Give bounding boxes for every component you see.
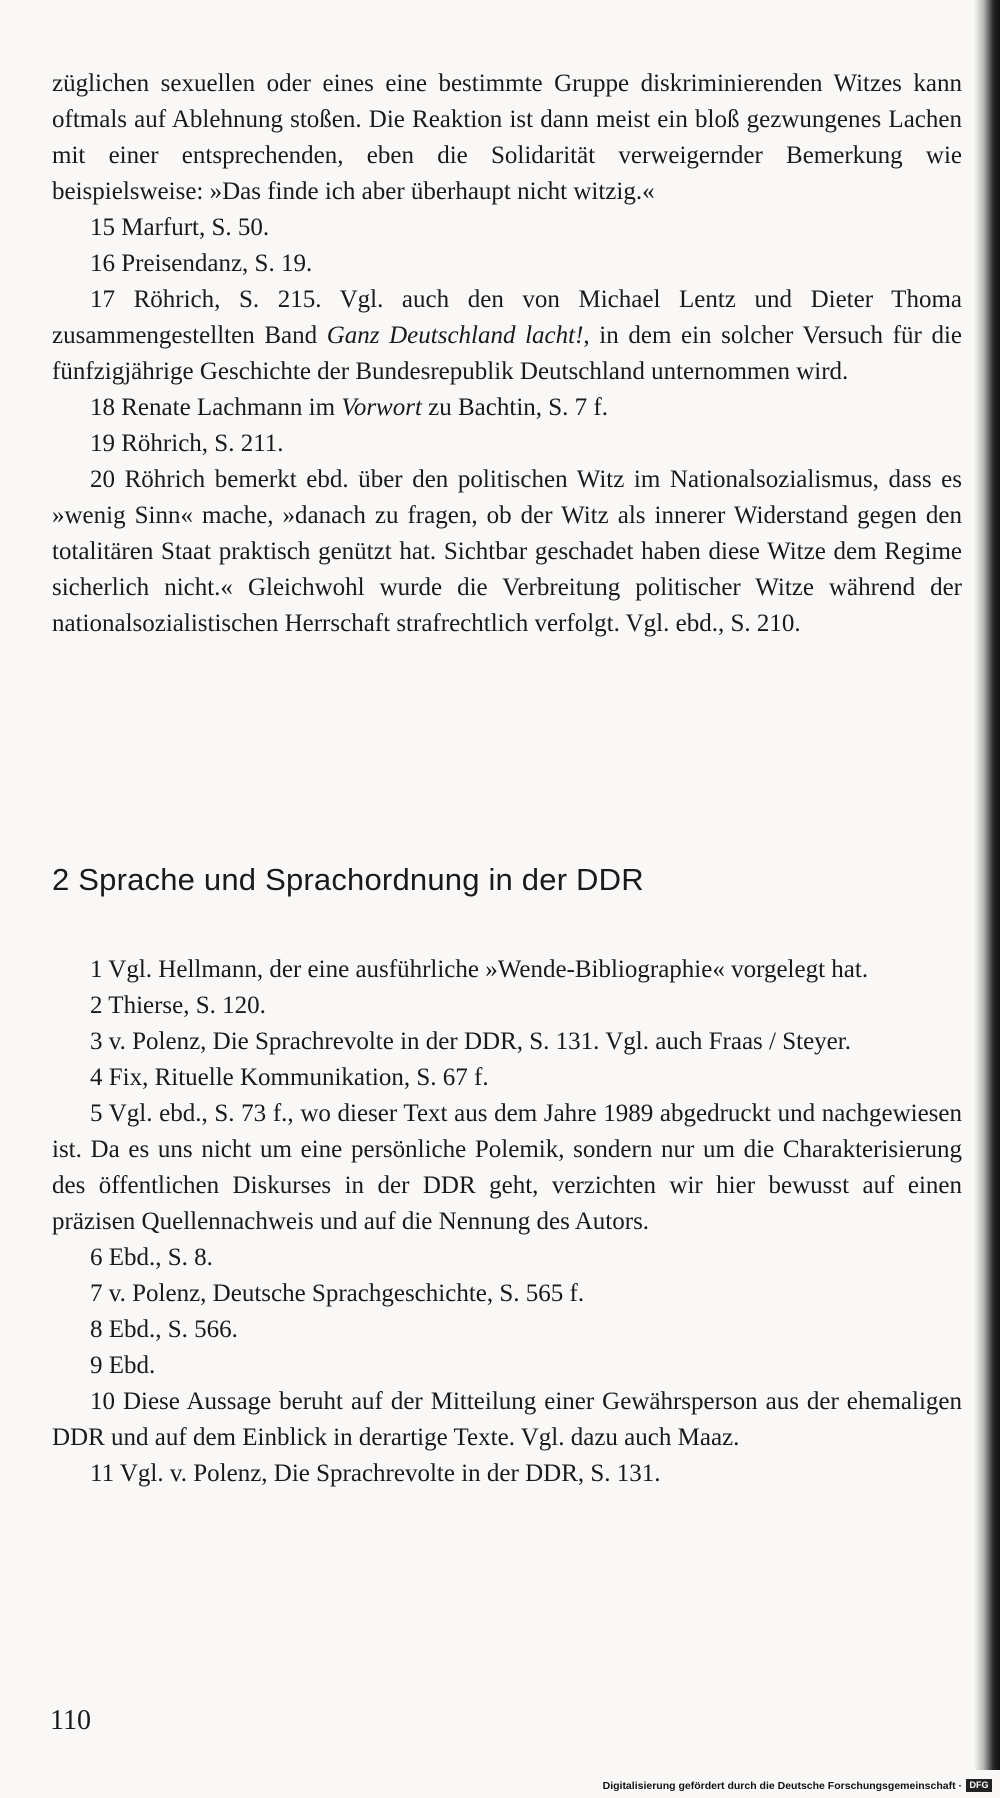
footnotes-chapter-1 (52, 66, 962, 642)
footnote-text: 18 Renate Lachmann im (90, 394, 342, 421)
digitization-credit: Digitalisierung gefördert durch die Deutsche Forschungsgemeinschaft · (602, 1780, 962, 1792)
footnote (52, 462, 962, 642)
footnote-text: 5 Vgl. ebd., S. 73 f., wo dieser Text aus dem Jahre 1989 abgedruckt und nachgewiesen ist. Da es uns nicht um eine persönliche Polemik, sondern nur um die Charakterisierung des öffentlichen Diskurses in der DDR geht, verzichten wir hier bewusst auf einen präzisen Quellennachweis und auf die Nennung des Autors. (52, 1100, 962, 1235)
footnote-text: 8 Ebd., S. 566. (90, 1316, 238, 1343)
page-number: 110 (50, 1705, 91, 1736)
footnote-title-italic: Ganz Deutschland lacht! (326, 322, 584, 349)
dfg-logo-icon: DFG (966, 1779, 992, 1792)
section-heading: 2 Sprache und Sprachordnung in der DDR (52, 862, 644, 897)
footnote-text: 3 v. Polenz, Die Sprachrevolte in der DDR, S. 131. Vgl. auch Fraas / Steyer. (90, 1028, 851, 1055)
footnote-text: zu Bachtin, S. 7 f. (421, 394, 608, 421)
footnote (52, 1456, 962, 1492)
footnote-text: 1 Vgl. Hellmann, der eine ausführliche »Wende-Bibliographie« vorgelegt hat. (90, 956, 869, 983)
footnote-text: , in dem ein solcher Versuch für die fünfzigjährige Geschichte der Bundesrepublik Deutschland unternommen wird. (52, 322, 962, 385)
footnote (52, 1312, 962, 1348)
footnote (52, 210, 962, 246)
footnote-title-italic: Vorwort (341, 394, 422, 421)
footnotes-chapter-2 (52, 952, 962, 1492)
footnote (52, 1060, 962, 1096)
footnote (52, 1348, 962, 1384)
footnote (52, 988, 962, 1024)
footnote (52, 66, 962, 210)
footnote-text: 11 Vgl. v. Polenz, Die Sprachrevolte in der DDR, S. 131. (90, 1460, 661, 1487)
footnote-text: 15 Marfurt, S. 50. (90, 214, 270, 241)
footnote (52, 952, 962, 988)
footnote-text: 6 Ebd., S. 8. (90, 1244, 213, 1271)
footnote (52, 1384, 962, 1456)
footnote (52, 1024, 962, 1060)
footnote (52, 1096, 962, 1240)
footnote (52, 246, 962, 282)
footnote-text: 4 Fix, Rituelle Kommunikation, S. 67 f. (90, 1064, 489, 1091)
footnote-text: züglichen sexuellen oder eines eine bestimmte Gruppe diskriminierenden Witzes kann oftmals auf Ablehnung stoßen. Die Reaktion ist dann meist ein bloß gezwungenes Lachen mit einer entsprechenden, eben die Solidarität verweigernder Bemerkung wie beispielsweise: »Das finde ich aber überhaupt nicht witzig.« (52, 70, 962, 205)
footnote-text: 9 Ebd. (90, 1352, 156, 1379)
footnote-text: 2 Thierse, S. 120. (90, 992, 266, 1019)
footnote (52, 282, 962, 390)
footnote (52, 426, 962, 462)
footnote-text: 17 Röhrich, S. 215. Vgl. auch den von Michael Lentz und Dieter Thoma zusammengestellten Band (52, 286, 962, 349)
footnote-text: 16 Preisendanz, S. 19. (90, 250, 313, 277)
footnote-text: 10 Diese Aussage beruht auf der Mitteilung einer Gewährsperson aus der ehemaligen DDR und auf dem Einblick in derartige Texte. Vgl. dazu auch Maaz. (52, 1388, 962, 1451)
book-spine-shadow (974, 0, 1000, 1770)
footnote (52, 1276, 962, 1312)
footnote-text: 19 Röhrich, S. 211. (90, 430, 284, 457)
footnote-text: 7 v. Polenz, Deutsche Sprachgeschichte, S. 565 f. (90, 1280, 585, 1307)
footnote-text: 20 Röhrich bemerkt ebd. über den politischen Witz im Nationalsozialismus, dass es »wenig Sinn« mache, »danach zu fragen, ob der Witz als innerer Widerstand gegen den totalitären Staat praktisch genützt hat. Sichtbar geschadet haben diese Witze dem Regime sicherlich nicht.« Gleichwohl wurde die Verbreitung politischer Witze während der nationalsozialistischen Herrschaft strafrechtlich verfolgt. Vgl. ebd., S. 210. (52, 466, 962, 637)
footnote (52, 390, 962, 426)
footnote (52, 1240, 962, 1276)
